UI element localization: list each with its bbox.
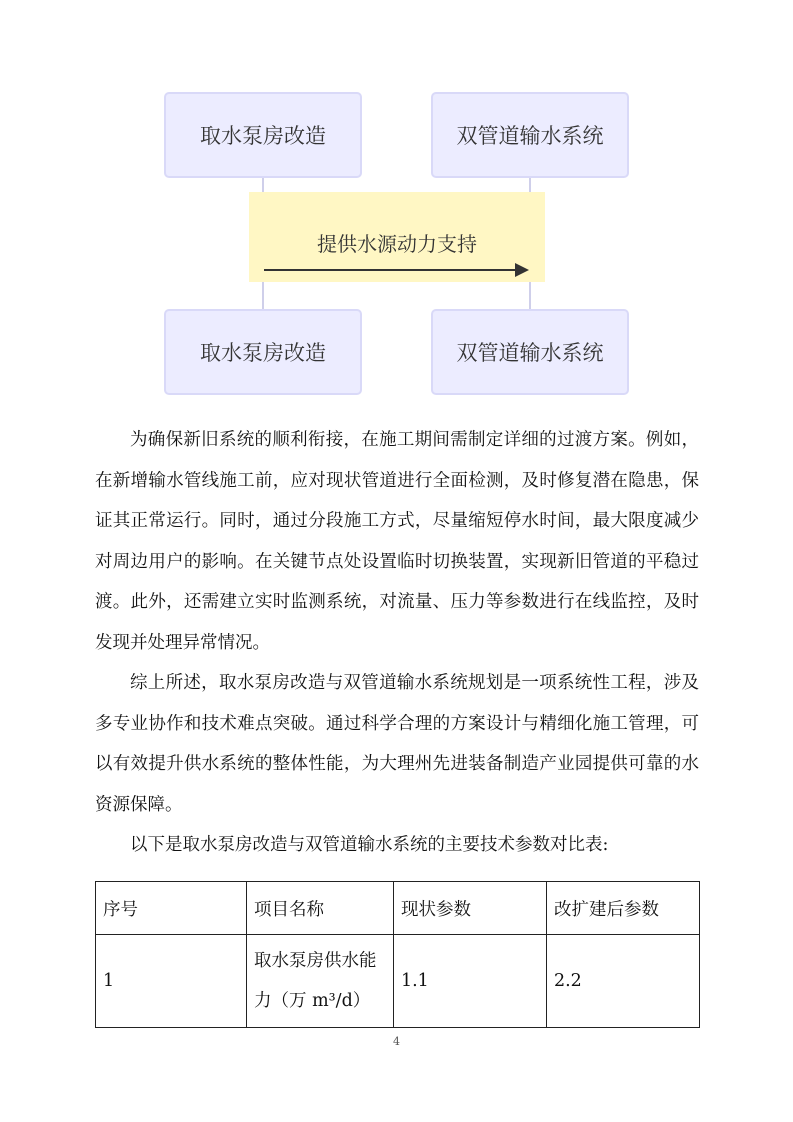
paragraph-summary: 综上所述，取水泵房改造与双管道输水系统规划是一项系统性工程，涉及多专业协作和技术难点突破。通过科学合理的方案设计与精细化施工管理，可以有效提升供水系统的整体性能，为大理州先进装备制造产业园提供可靠的水资源保障。 [95, 673, 699, 815]
actor-bottom-left: 取水泵房改造 [164, 309, 362, 395]
table-cell: 1.1 [393, 935, 546, 1028]
table-header-cell: 改扩建后参数 [546, 882, 699, 935]
page-number: 4 [393, 1035, 400, 1048]
actor-top-left: 取水泵房改造 [164, 92, 362, 178]
table-header-row [96, 882, 700, 935]
sequence-diagram [0, 0, 793, 400]
table-header-cell: 项目名称 [247, 882, 394, 935]
message-label: 提供水源动力支持 [317, 232, 477, 256]
paragraph-table-intro: 以下是取水泵房改造与双管道输水系统的主要技术参数对比表: [130, 835, 609, 855]
paragraph-transition-plan: 为确保新旧系统的顺利衔接，在施工期间需制定详细的过渡方案。例如，在新增输水管线施工前，应对现状管道进行全面检测，及时修复潜在隐患，保证其正常运行。同时，通过分段施工方式，尽量缩短停水时间，最大限度减少对周边用户的影响。在关键节点处设置临时切换装置，实现新旧管道的平稳过渡。此外，还需建立实时监测系统，对流量、压力等参数进行在线监控，及时发现并处理异常情况。 [95, 430, 699, 653]
body-text [95, 420, 699, 866]
actor-bottom-right: 双管道输水系统 [431, 309, 629, 395]
table-row [96, 935, 700, 1028]
table-cell: 2.2 [546, 935, 699, 1028]
actor-top-right: 双管道输水系统 [431, 92, 629, 178]
table-cell: 1 [96, 935, 247, 1028]
message-arrow [263, 260, 533, 280]
table-cell: 取水泵房供水能力（万 m³/d） [247, 935, 394, 1028]
table-header-cell: 序号 [96, 882, 247, 935]
parameter-table [95, 881, 700, 1028]
table-header-cell: 现状参数 [393, 882, 546, 935]
